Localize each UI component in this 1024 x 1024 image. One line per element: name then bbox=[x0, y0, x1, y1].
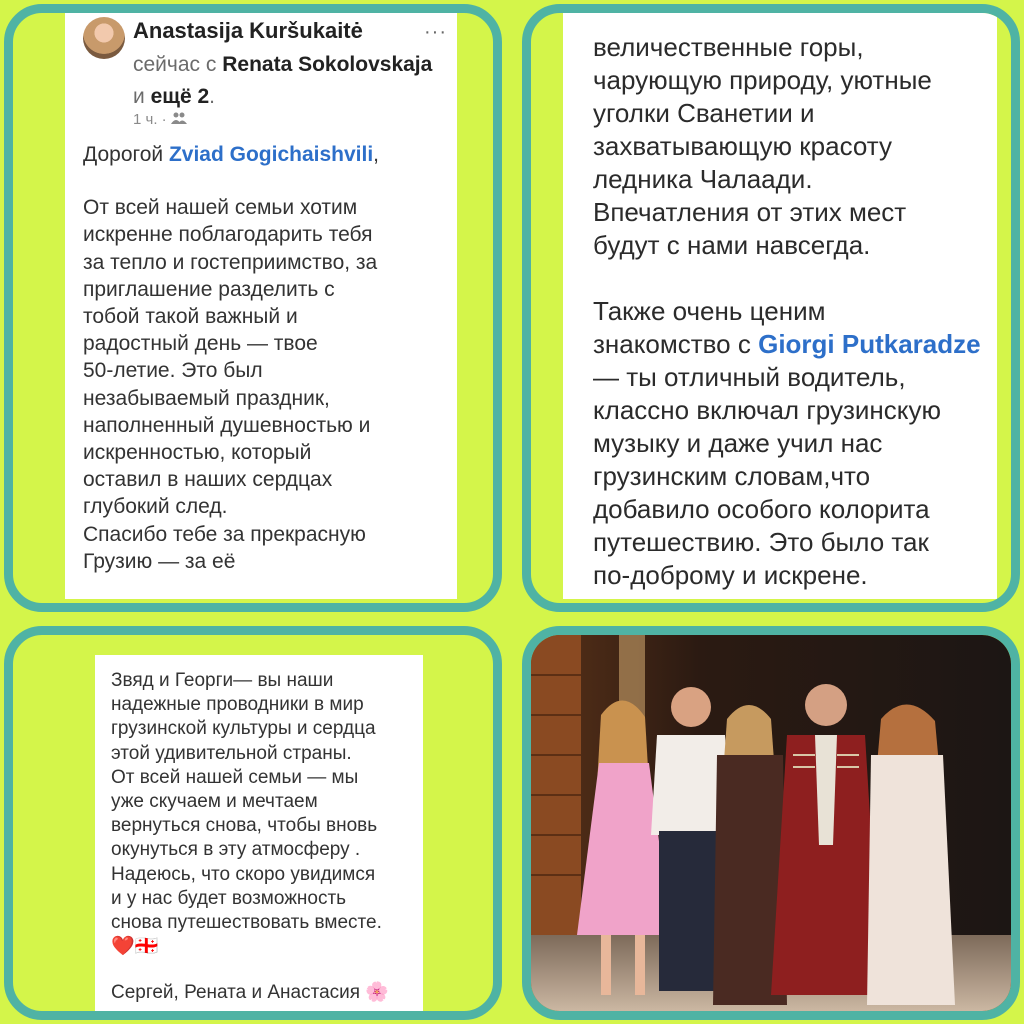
author-avatar[interactable] bbox=[83, 17, 125, 59]
group-photo bbox=[531, 635, 1011, 1011]
post-screenshot-panel-1 bbox=[4, 4, 502, 612]
flower-emoji: 🌸 bbox=[365, 982, 390, 1004]
author-name[interactable]: Anastasija Kuršukaitė bbox=[133, 18, 363, 43]
body-2-prefix: Также очень ценим знакомство с bbox=[593, 296, 826, 359]
body-2-rest: — ты отличный водитель, классно включал грузинскую музыку и даже учил нас грузинским словам,что добавило особого колорита путешествию. Это было так по-доброму и искрене. bbox=[593, 362, 941, 590]
greeting-line bbox=[83, 141, 441, 168]
post-meta: 1 ч. · bbox=[133, 111, 187, 128]
mention-giorgi[interactable]: Giorgi Putkaradze bbox=[758, 329, 981, 359]
closing-card bbox=[95, 655, 423, 1011]
post-card bbox=[65, 13, 457, 599]
signature: Сергей, Рената и Анастасия bbox=[111, 982, 361, 1004]
post-time[interactable]: 1 ч. bbox=[133, 111, 158, 128]
emoji-line: ❤️🇬🇪 bbox=[111, 936, 159, 958]
brick-wall bbox=[531, 635, 581, 935]
greeting-suffix: , bbox=[373, 143, 380, 166]
with-prefix: сейчас с bbox=[133, 53, 217, 76]
friends-icon bbox=[171, 112, 187, 127]
post-card-continued bbox=[563, 13, 997, 599]
group-photo-panel bbox=[522, 626, 1020, 1020]
greeting-prefix: Дорогой bbox=[83, 143, 164, 166]
more-options-icon[interactable]: ··· bbox=[424, 21, 447, 43]
group-photo-illustration bbox=[531, 635, 1011, 1011]
post-screenshot-panel-3 bbox=[4, 626, 502, 1020]
post-body-3: Звяд и Георги— вы наши надежные проводники в мир грузинской культуры и сердца этой удивительной страны. От всей нашей семьи — мы уже скучаем и мечтаем вернуться снова, чтобы вновь окунуться в эту атмосферу . Надеюсь, что скоро увидимся и у нас будет возможность снова путешествовать вместе. bbox=[111, 670, 382, 934]
post-body-2-bottom bbox=[593, 295, 985, 592]
post-header bbox=[83, 17, 447, 128]
post-screenshot-panel-2 bbox=[522, 4, 1020, 612]
signature-line bbox=[111, 981, 413, 1005]
post-body-1: От всей нашей семьи хотим искренне поблагодарить тебя за тепло и гостеприимство, за приглашение разделить с тобой такой важный и радостный день — твое 50-летие. Это был незабываемый праздник, наполненный душевностью и искренностью, который оставил в наших сердцах глубокий след. Спасибо тебе за прекрасную Грузию — за её bbox=[83, 196, 378, 573]
post-body-2-top: величественные горы, чарующую природу, уютные уголки Сванетии и захватывающую красоту ледника Чалаади. Впечатления от этих мест будут с нами навсегда. bbox=[593, 32, 932, 260]
tagged-user-link[interactable]: Renata Sokolovskaja bbox=[222, 53, 433, 76]
mention-zviad[interactable]: Zviad Gogichaishvili bbox=[168, 143, 374, 166]
others-link[interactable]: ещё 2 bbox=[150, 85, 210, 108]
and-word: и bbox=[133, 85, 145, 108]
post-with-line: сейчас с Renata Sokolovskaja и ещё 2. bbox=[133, 53, 433, 108]
